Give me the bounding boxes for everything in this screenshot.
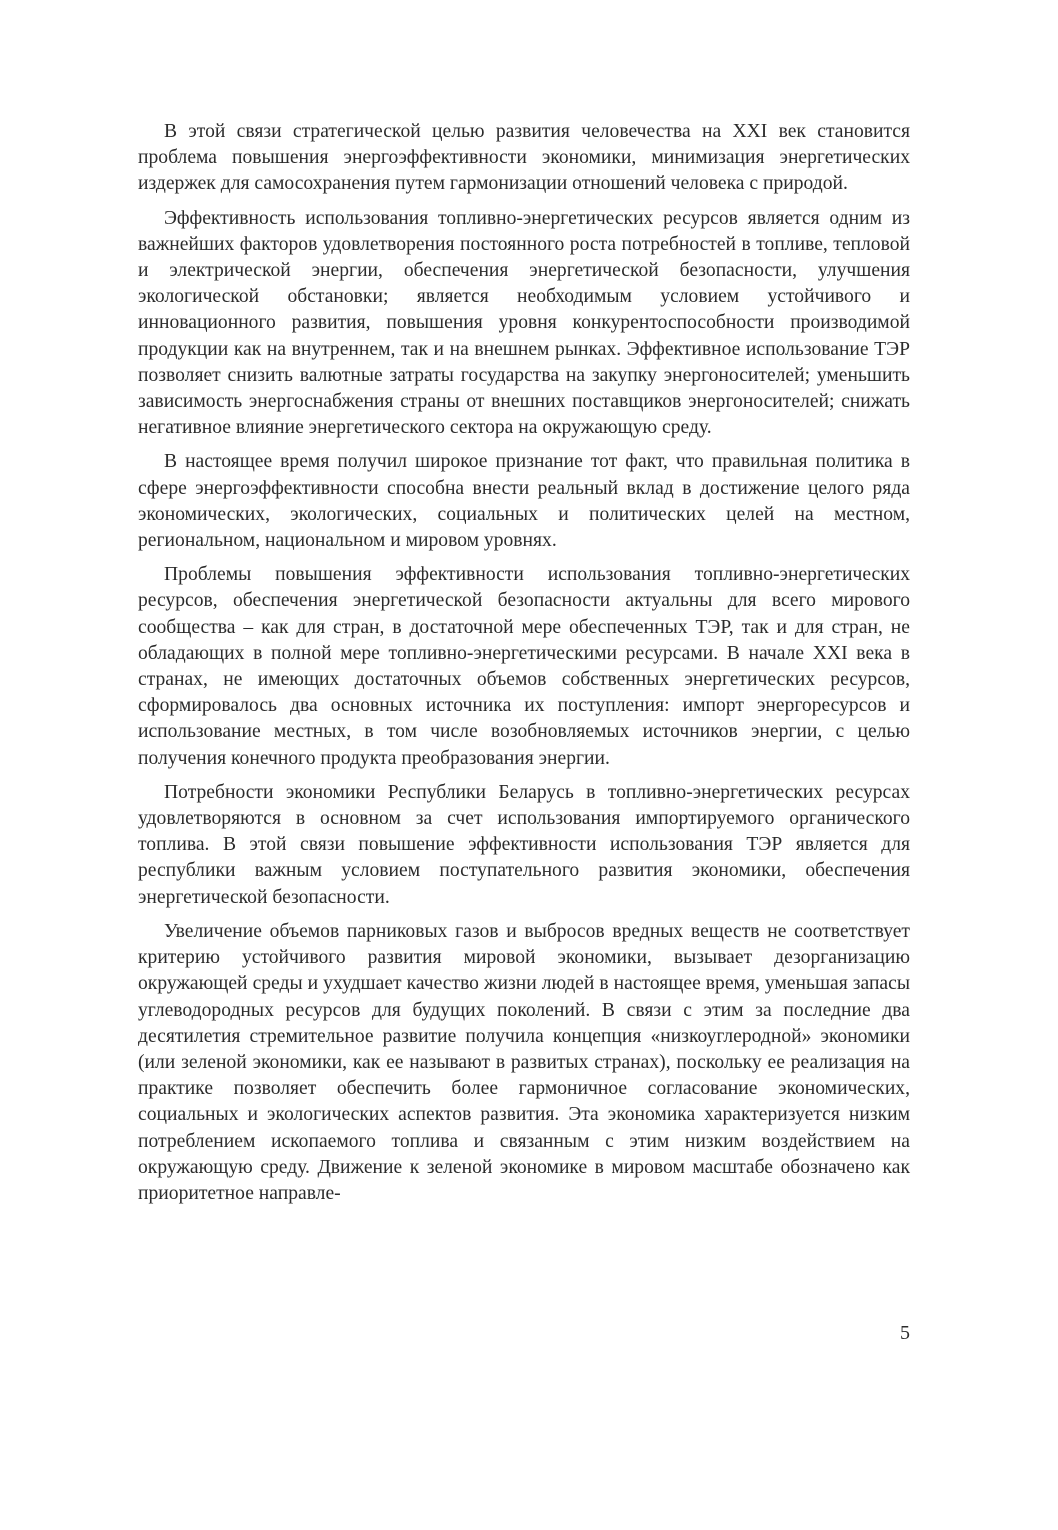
- page-number: 5: [900, 1322, 910, 1344]
- body-text: [138, 119, 910, 1215]
- paragraph-2: Эффективность использования топливно-энергетических ресурсов является одним из важнейших факторов удовлетворения постоянного роста потребностей в топливе, тепловой и электрической энергии, обеспечения энергетической безопасности, улучшения экологической обстановки; является необходимым условием устойчивого и инновационного развития, повышения уровня конкурентоспособности производимой продукции как на внутреннем, так и на внешнем рынках. Эффективное использование ТЭР позволяет снизить валютные затраты государства на закупку энергоносителей; уменьшить зависимость энергоснабжения страны от внешних поставщиков энергоносителей; снижать негативное влияние энергетического сектора на окружающую среду.: [138, 207, 910, 439]
- paragraph-4: Проблемы повышения эффективности использования топливно-энергетических ресурсов, обеспечения энергетической безопасности актуальны для всего мирового сообщества – как для стран, в достаточной мере обеспеченных ТЭР, так и для стран, не обладающих в полной мере топливно-энергетическими ресурсами. В начале XXI века в странах, не имеющих достаточных объемов собственных энергетических ресурсов, сформировалось два основных источника их поступления: импорт энергоресурсов и использование местных, в том числе возобновляемых источников энергии, с целью получения конечного продукта преобразования энергии.: [138, 564, 910, 769]
- paragraph-1: В этой связи стратегической целью развития человечества на XXI век становится проблема повышения энергоэффективности экономики, минимизация энергетических издержек для самосохранения путем гармонизации отношений человека с природой.: [138, 121, 910, 195]
- paragraph-3: В настоящее время получил широкое признание тот факт, что правильная политика в сфере энергоэффективности способна внести реальный вклад в достижение целого ряда экономических, экологических, социальных и политических целей на местном, региональном, национальном и мировом уровнях.: [138, 451, 910, 552]
- paragraph-6: Увеличение объемов парниковых газов и выбросов вредных веществ не соответствует критерию устойчивого развития мировой экономики, вызывает дезорганизацию окружающей среды и ухудшает качество жизни людей в настоящее время, уменьшая запасы углеводородных ресурсов для будущих поколений. В связи с этим за последние два десятилетия стремительное развитие получила концепция «низкоуглеродной» экономики (или зеленой экономики, как ее называют в развитых странах), поскольку ее реализация на практике позволяет обеспечить более гармоничное согласование экономических, социальных и экологических аспектов развития. Эта экономика характеризуется низким потреблением ископаемого топлива и связанным с этим низким воздействием на окружающую среду. Движение к зеленой экономике в мировом масштабе обозначено как приоритетное направле-: [138, 920, 910, 1204]
- paragraph-5: Потребности экономики Республики Беларусь в топливно-энергетических ресурсах удовлетворяются в основном за счет использования импортируемого органического топлива. В этой связи повышение эффективности использования ТЭР является для республики важным условием поступательного развития экономики, обеспечения энергетической безопасности.: [138, 781, 910, 908]
